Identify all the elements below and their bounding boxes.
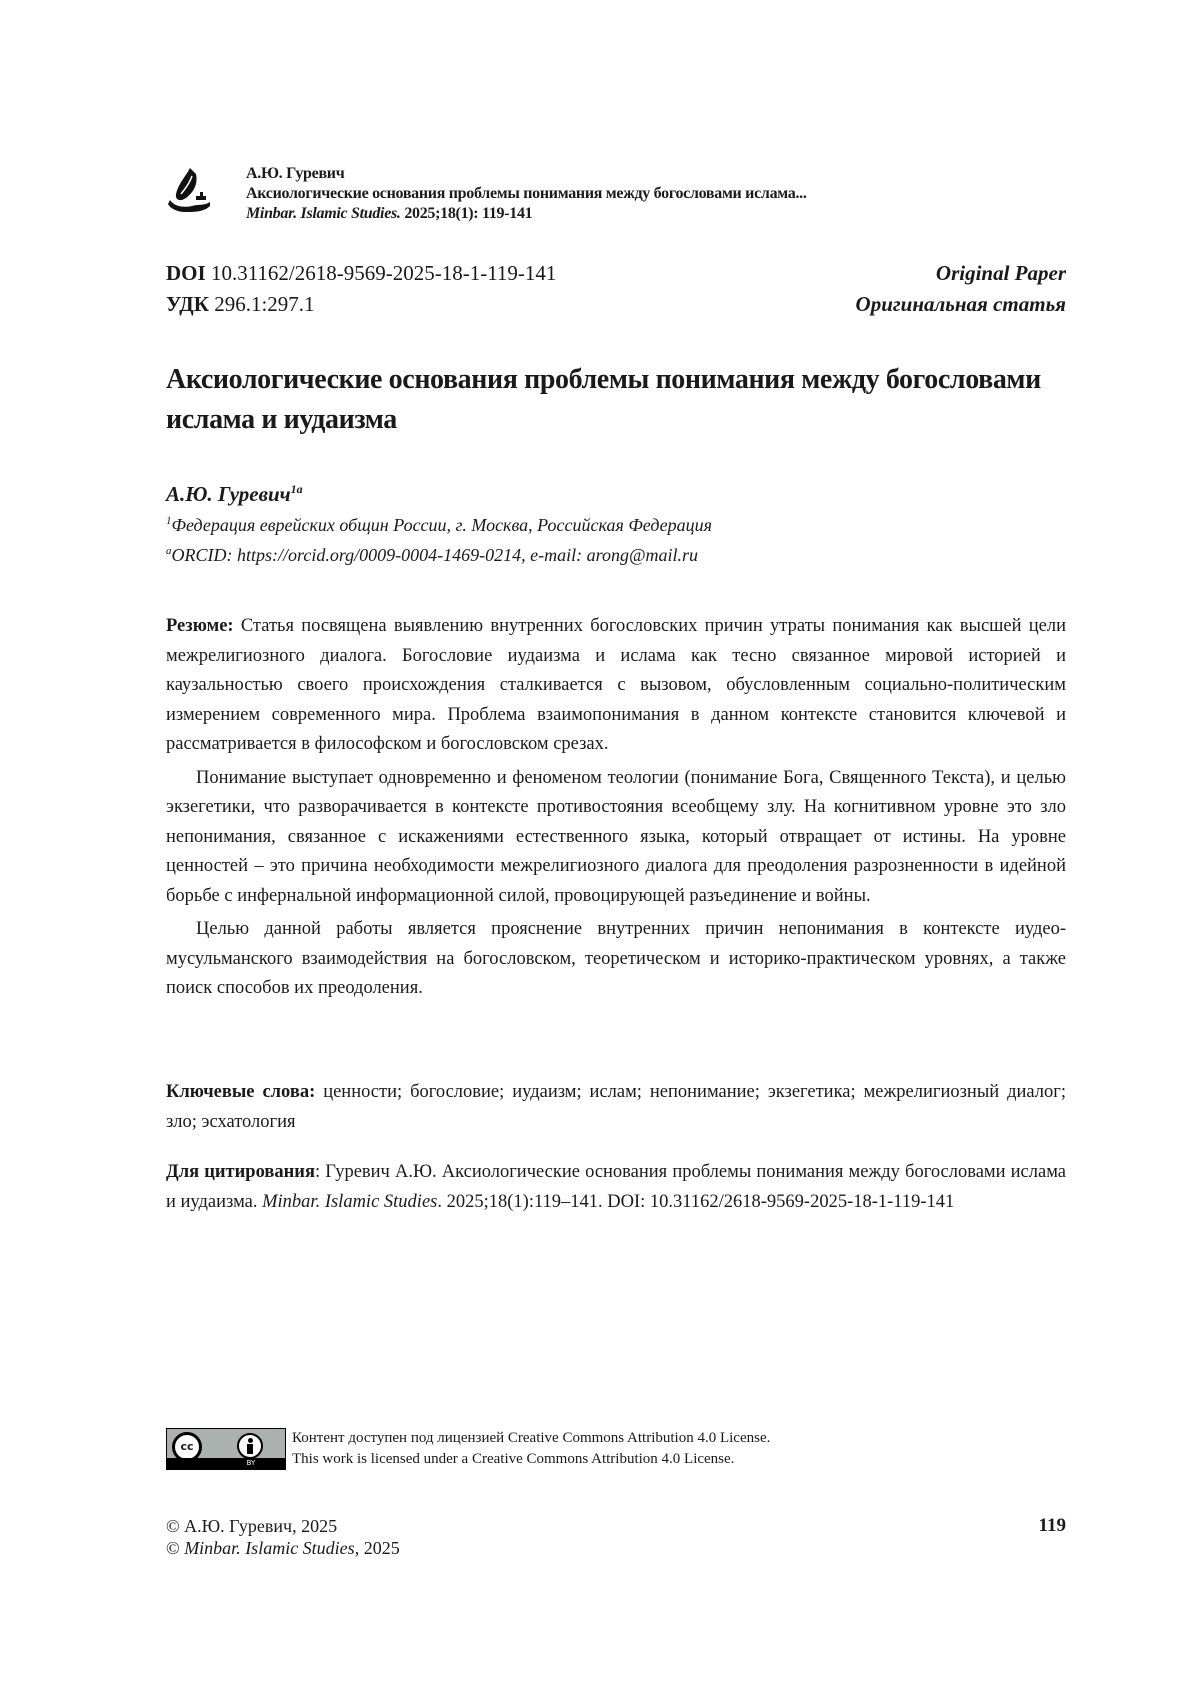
abstract-paragraph: Резюме: Статья посвящена выявлению внутренних богословских причин утраты понимания как высшей цели межрелигиозного диалога. Богословие иудаизма и ислама как тесно связанное мировой историей и каузальностью своего происхождения сталкивается с вызовом, обусловленным социально-политическим измерением современного мира. Проблема взаимопонимания в данном контексте становится ключевой и рассматривается в философском и богословском срезах. — [166, 616, 1066, 754]
license-block — [166, 1428, 1066, 1470]
keywords: Ключевые слова: ценности; богословие; иудаизм; ислам; непонимание; экзегетика; межрелигиозный диалог; зло; эсхатология — [166, 1082, 1066, 1132]
cc-icon: cc — [172, 1432, 202, 1462]
doi-value[interactable]: 10.31162/2618-9569-2025-18-1-119-141 — [205, 261, 557, 285]
minbar-calligraphy-logo-icon — [166, 166, 212, 214]
author-name: А.Ю. Гуревич$^{1a}$ — [166, 482, 303, 506]
abstract — [166, 612, 1066, 1008]
running-head-title: Аксиологические основания проблемы понимания между богословами ислама... — [246, 185, 807, 202]
page-number: 119 — [1038, 1515, 1066, 1536]
doi-line: DOI 10.31162/2618-9569-2025-18-1-119-141 — [166, 261, 557, 285]
author-block — [166, 475, 1066, 568]
license-text-ru: Контент доступен под лицензией Creative Commons Attribution 4.0 License. — [292, 1430, 771, 1446]
running-head-author: А.Ю. Гуревич — [246, 165, 345, 182]
by-label: BY — [246, 1459, 256, 1467]
copyright-author: © А.Ю. Гуревич, 2025 — [166, 1516, 338, 1536]
udk-line: УДК 296.1:297.1 — [166, 292, 315, 316]
article-title: Аксиологические основания проблемы понимания между богословами ислама и иудаизма — [166, 364, 1041, 435]
copyright-journal: © Minbar. Islamic Studies, 2025 — [166, 1538, 400, 1558]
attribution-person-icon — [237, 1433, 263, 1459]
running-head — [166, 160, 1066, 230]
author-orcid[interactable]: $^a$ORCID: https://orcid.org/0009-0004-1469-0214, e-mail: arong@mail.ru — [166, 545, 699, 565]
cc-by-badge[interactable] — [166, 1428, 286, 1470]
citation: Для цитирования: Гуревич А.Ю. Аксиологические основания проблемы понимания между богословами ислама и иудаизма. Minbar. Islamic Studies. 2025;18(1):119–141. DOI: 10.31162/2618-9569-2025-18-1-119-141 — [166, 1162, 1067, 1212]
abstract-paragraph: Целью данной работы является прояснение внутренних причин непонимания в контексте иудео-мусульманского взаимодействия на богословском, теоретическом и историко-практическом уровнях, а также поиск способов их преодоления. — [166, 919, 1066, 998]
article-type-en: Original Paper — [935, 261, 1066, 285]
author-affiliation: $^1$Федерация еврейских общин России, г. Москва, Российская Федерация — [166, 515, 713, 535]
license-text-en: This work is licensed under a Creative Commons Attribution 4.0 License. — [292, 1451, 735, 1467]
running-head-journal: Minbar. Islamic Studies. 2025;18(1): 119-141 — [246, 205, 533, 222]
article-meta — [166, 258, 1066, 320]
abstract-paragraph: Понимание выступает одновременно и феноменом теологии (понимание Бога, Священного Текста), и целью экзегетики, что разворачивается в контексте противостояния всеобщему злу. На когнитивном уровне это зло непонимания, связанное с искажениями естественного языка, который отвращает от истины. На уровне ценностей – это причина необходимости межрелигиозного диалога для преодоления разрозненности в идейной борьбе с инфернальной информационной силой, провоцирующей разъединение и войны. — [166, 767, 1066, 906]
page-footer — [166, 1515, 1066, 1559]
article-type-ru: Оригинальная статья — [855, 292, 1066, 316]
